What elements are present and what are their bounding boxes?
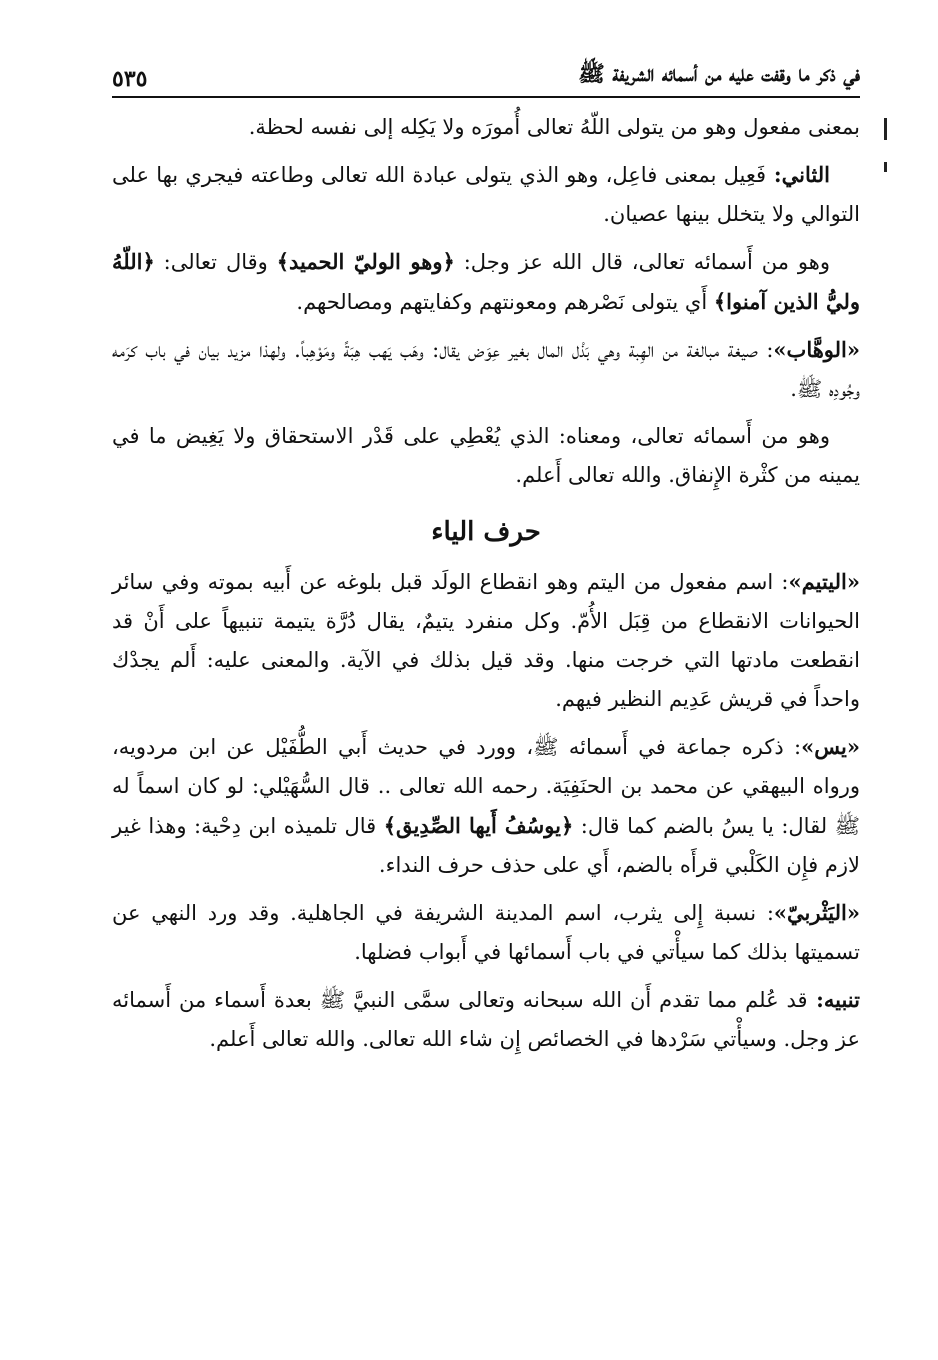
paragraph-9 [112, 980, 860, 1059]
paragraph-4 [112, 330, 860, 409]
margin-mark-middle [884, 162, 887, 172]
paragraph-5-text: وهو من أَسمائه تعالى، ومعناه: الذي يُعْطِي على قَدْر الاستحقاق ولا يَغِيض ما في يمينه من كثْرة الإِنفاق. والله تعالى أَعلم. [112, 424, 860, 487]
paragraph-3-text-a: وهو من أَسمائه تعالى، قال الله عز وجل: [454, 250, 830, 274]
term-yasin: «يس» [801, 734, 860, 759]
paragraph-3 [112, 242, 860, 322]
term-al-thani: الثاني: [766, 162, 830, 187]
margin-mark-top [884, 118, 887, 140]
paragraph-6-text: : اسم مفعول من اليتم وهو انقطاع الولَد قبل بلوغه عن أَبيه بموته وفي سائر الحيوانات الانقطاع من قِبَل الأُمّ. وكل منفرد يتيمٌ، يقال دُرَّة يتيمة تنبيهاً على أَنْ قد انقطعت مادتها التي خرجت منها. وقد قيل بذلك في الآية. والمعنى عليه: أَلم يجدْك واحداً في قريش عَدِيم النظير فيهم. [112, 570, 860, 711]
paragraph-8-text: : نسبة إِلى يثرب، اسم المدينة الشريفة في الجاهلية. وقد ورد النهي عن تسميتها بذلك كما سيأْتي في باب أَسمائها في أَبواب فضلها. [112, 901, 860, 964]
quran-quote-2: ﴿اللّهُ وليُّ الذين آمنوا﴾ [112, 249, 860, 314]
running-title: في ذكر ما وقفت عليه من أسمائه الشريفة ﷺ [578, 61, 860, 87]
paragraph-5 [112, 417, 860, 495]
term-tanbih: تنبيه: [807, 987, 860, 1012]
paragraph-9-text: قد عُلم مما تقدم أَن الله سبحانه وتعالى سمَّى النبيَّ ﷺ بعدة أَسماء من أَسمائه عز وجل. وسيأْتي سَرْدها في الخصائص إِن شاء الله تعالى. والله تعالى أَعلم. [112, 988, 860, 1051]
paragraph-2-text: فَعِيل بمعنى فاعِل، وهو الذي يتولى عبادة الله تعالى وطاعته فيجري بها على التوالي ولا يتخلل بينها عصيان. [112, 163, 860, 226]
term-al-yathribi: «اليَثْربيّ» [773, 900, 860, 925]
paragraph-8 [112, 893, 860, 972]
paragraph-2 [112, 155, 860, 234]
paragraph-7-text-a: : ذكره جماعة في أَسمائه ﷺ، وورد في حديث أَبي الطُّفَيْل عن ابن مردويه، ورواه البيهقي عن محمد بن الحنَفِيَة. رحمه الله تعالى .. قال السُّهَيْلي: لو كان اسماً له ﷺ لقال: يا يسُ بالضم كما قال: [112, 735, 860, 838]
quran-quote-3: ﴿يوسُفُ أَيها الصِّدِيق﴾ [383, 813, 574, 838]
paragraph-3-text-c: أَي يتولى نَصْرهم ومعونتهم وكفايتهم ومصالحهم. [296, 290, 714, 314]
term-al-wahhab: «الوهَّاب» [773, 337, 860, 362]
term-al-yatim: «اليتيم» [788, 569, 860, 594]
paragraph-7 [112, 727, 860, 885]
quran-quote-1: ﴿وهو الوليّ الحميد﴾ [276, 249, 455, 274]
paragraph-1 [112, 108, 860, 147]
paragraph-7-text-b: قال تلميذه ابن دِحْية: وهذا غير لازم فإِن الكَلْبي قرأَه بالضم، أَي على حذف حرف النداء. [112, 814, 860, 877]
page-number: ٥٣٥ [112, 66, 148, 92]
main-text [112, 108, 860, 1067]
paragraph-3-text-b: وقال تعالى: [154, 250, 277, 274]
paragraph-4-text: : صيغة مبالغة من الهِبة وهي بَذْل المال بغير عِوَض يقال: وهَب يَهب هِبَةً ومَوْهِباً. ولهذا مزيد بيان في باب كرَمه وجُودِه ﷺ. [112, 338, 860, 401]
section-heading: حرف الياء [431, 517, 541, 547]
paragraph-6 [112, 562, 860, 719]
paragraph-1-text: بمعنى مفعول وهو من يتولى اللّهُ تعالى أُمورَه ولا يَكِله إلى نفسه لحظة. [248, 115, 860, 139]
page-header [112, 56, 860, 98]
